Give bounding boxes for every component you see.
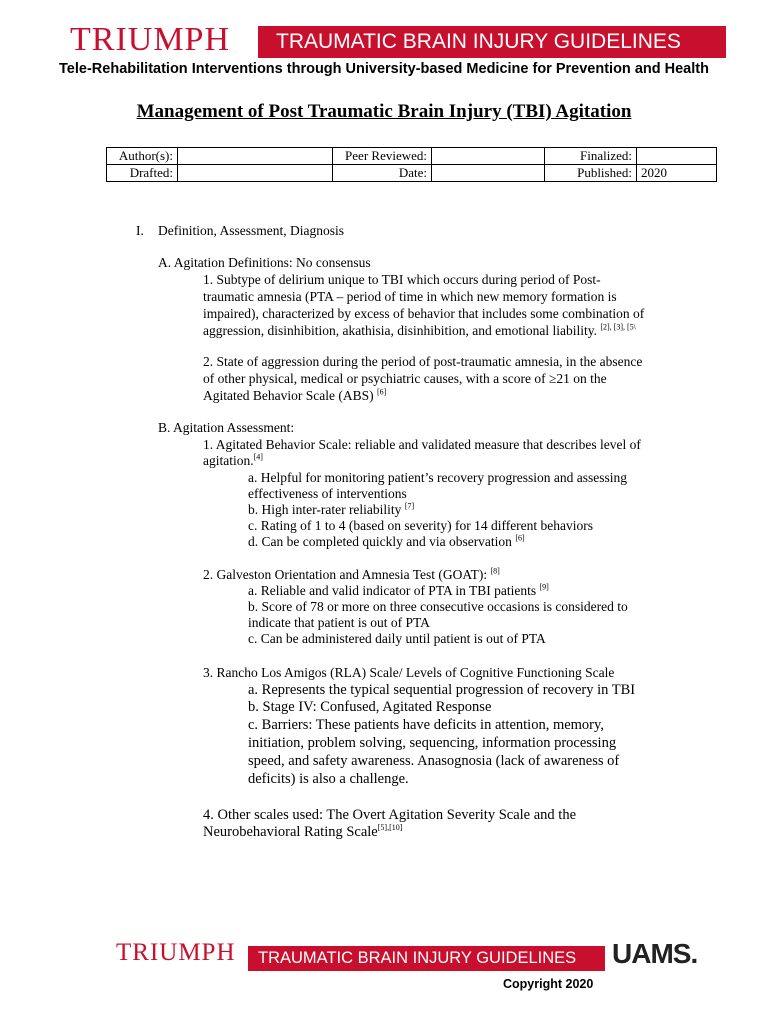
finalized-label: Finalized: [545,148,637,165]
copyright-text: Copyright 2020 [503,977,594,991]
assessment-1-b [248,501,414,518]
assessment-2-c: c. Can be administered daily until patient is out of PTA [248,631,546,646]
assessment-1-text: agitation. [203,453,254,468]
citation-ref: [7] [404,501,415,511]
header-title-bar: TRAUMATIC BRAIN INJURY GUIDELINES [258,26,726,58]
assessment-1-line [203,452,263,469]
section-title: Definition, Assessment, Diagnosis [158,223,344,238]
header-brand-logo: TRIUMPH [70,21,231,58]
assessment-3-b: b. Stage IV: Confused, Agitated Response [248,699,492,715]
subsection-a-heading: A. Agitation Definitions: No consensus [158,255,371,270]
assessment-4-line [203,823,402,841]
definition-1-text: aggression, disinhibition, akathisia, disinhibition, and emotional liability. [203,323,601,338]
date-value [432,165,545,182]
assessment-1-d-text: d. Can be completed quickly and via observation [248,534,516,549]
assessment-3-a: a. Represents the typical sequential progression of recovery in TBI [248,682,636,698]
citation-ref: [6] [376,387,387,397]
assessment-2-a [248,582,549,599]
definition-1-line: impaired), characterized by excess of behavior that includes some combination of [203,306,645,321]
metadata-table [106,147,717,182]
assessment-1-a: effectiveness of interventions [248,486,407,501]
published-label: Published: [545,165,637,182]
assessment-2-title-text: 2. Galveston Orientation and Amnesia Test (GOAT): [203,567,491,582]
footer-brand-logo: TRIUMPH [116,939,236,966]
footer-title-bar: TRAUMATIC BRAIN INJURY GUIDELINES 2020 [248,946,605,971]
definition-1-line: traumatic amnesia (PTA – period of time in which new memory formation is [203,289,617,304]
published-value: 2020 [637,165,717,182]
citation-ref: [4] [253,452,263,462]
assessment-1-line: 1. Agitated Behavior Scale: reliable and validated measure that describes level of [203,437,641,452]
definition-1-line: 1. Subtype of delirium unique to TBI which occurs during period of Post- [203,272,601,287]
assessment-1-b-text: b. High inter-rater reliability [248,502,405,517]
definition-2-line [203,387,386,404]
definition-1-line [203,322,636,339]
citation-ref: [5],[10] [377,823,403,833]
assessment-3-title: 3. Rancho Los Amigos (RLA) Scale/ Levels of Cognitive Functioning Scale [203,665,615,680]
definition-2-line: of other physical, medical or psychiatric causes, with a score of ≥21 on the [203,371,607,386]
header-subtitle: Tele-Rehabilitation Interventions through University-based Medicine for Prevention and Health [59,61,709,77]
finalized-value [637,148,717,165]
citation-ref: [2], [3], [5\ [600,322,636,332]
peer-reviewed-label: Peer Reviewed: [333,148,432,165]
assessment-4-text: Neurobehavioral Rating Scale [203,824,378,840]
peer-reviewed-value [432,148,545,165]
assessment-1-a: a. Helpful for monitoring patient’s recovery progression and assessing [248,470,628,485]
citation-ref: [8] [490,566,500,576]
authors-value [178,148,333,165]
citation-ref: [6] [515,533,525,543]
assessment-2-a-text: a. Reliable and valid indicator of PTA in TBI patients [248,583,540,598]
citation-ref: [9] [539,582,549,592]
drafted-value [178,165,333,182]
metadata-row [107,165,717,182]
assessment-2-b: b. Score of 78 or more on three consecutive occasions is considered to [248,599,628,614]
assessment-3-c: c. Barriers: These patients have deficits in attention, memory, [248,717,604,733]
uams-logo: UAMS. [612,938,698,969]
subsection-b-heading: B. Agitation Assessment: [158,420,295,435]
assessment-3-c: deficits) is also a challenge. [248,771,409,787]
assessment-1-d [248,533,525,550]
metadata-row [107,148,717,165]
assessment-1-c: c. Rating of 1 to 4 (based on severity) for 14 different behaviors [248,518,594,533]
assessment-3-c: speed, and safety awareness. Anasognosia (lack of awareness of [248,753,620,769]
date-label: Date: [333,165,432,182]
definition-2-line: 2. State of aggression during the period of post-traumatic amnesia, in the absence [203,354,643,369]
drafted-label: Drafted: [107,165,178,182]
section-number: I. [136,223,144,238]
assessment-2-title [203,566,500,583]
assessment-2-b: indicate that patient is out of PTA [248,615,430,630]
authors-label: Author(s): [107,148,178,165]
definition-2-text: Agitated Behavior Scale (ABS) [203,388,377,403]
document-title: Management of Post Traumatic Brain Injury (TBI) Agitation [136,101,632,122]
assessment-4-line: 4. Other scales used: The Overt Agitation Severity Scale and the [203,807,577,823]
assessment-3-c: initiation, problem solving, sequencing, information processing [248,735,617,751]
